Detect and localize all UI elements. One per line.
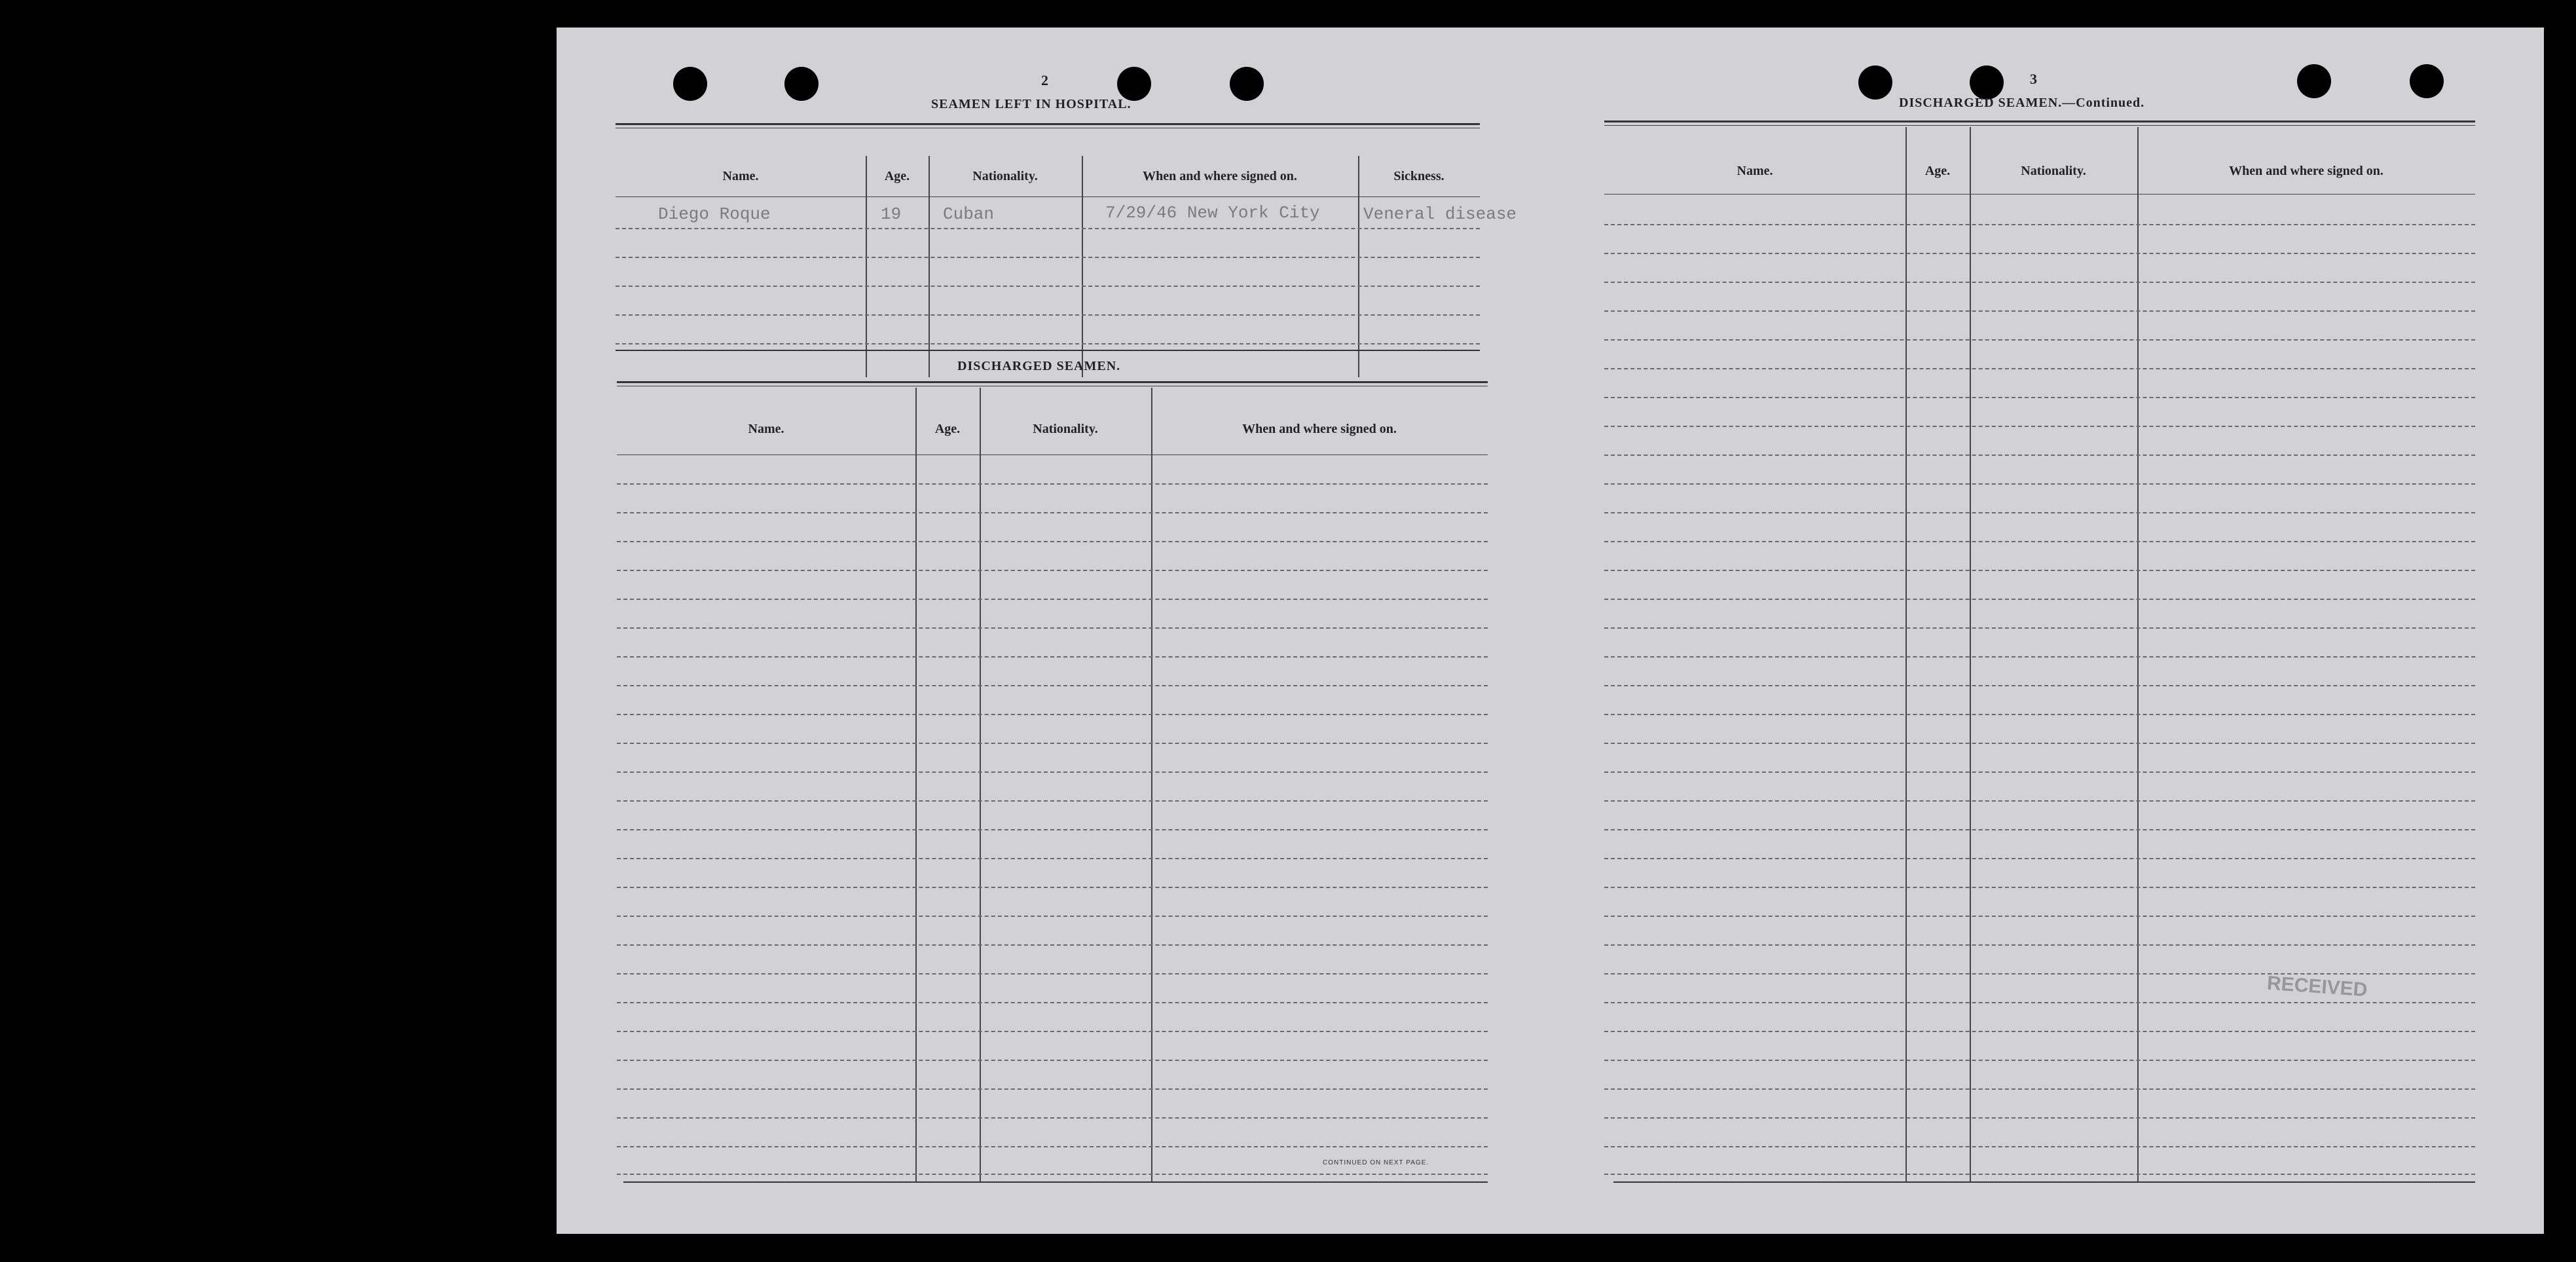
table-row xyxy=(1604,1117,2475,1119)
table-top-rule xyxy=(617,381,1488,383)
table-row xyxy=(1604,512,2475,513)
table-top-rule xyxy=(1604,121,2475,122)
discharged-title: DISCHARGED SEAMEN. xyxy=(957,359,1121,373)
table-row xyxy=(616,228,1480,229)
table-row xyxy=(1604,541,2475,542)
table-row xyxy=(1604,1146,2475,1147)
table-row xyxy=(1604,1088,2475,1090)
table-row xyxy=(617,1060,1488,1061)
table-bottom-rule xyxy=(623,1181,1488,1183)
col-header-nationality: Nationality. xyxy=(1033,422,1098,436)
table-row xyxy=(1604,887,2475,888)
hospital-entry-nationality: Cuban xyxy=(943,204,995,224)
table-row xyxy=(1604,944,2475,946)
table-row xyxy=(1604,627,2475,629)
document-sheet xyxy=(557,28,2544,1234)
table-row xyxy=(617,685,1488,686)
table-row xyxy=(1604,743,2475,744)
table-row xyxy=(1604,685,2475,686)
table-row xyxy=(1604,714,2475,715)
table-row xyxy=(1604,916,2475,917)
col-header-signed-on: When and where signed on. xyxy=(1242,422,1397,436)
table-row xyxy=(1604,455,2475,456)
table-row xyxy=(617,743,1488,744)
header-divider xyxy=(616,196,1480,197)
table-bottom-rule xyxy=(1613,1181,2475,1183)
table-row xyxy=(617,570,1488,571)
table-row xyxy=(617,483,1488,485)
table-row xyxy=(617,1174,1488,1175)
table-row xyxy=(616,257,1480,258)
table-row xyxy=(1604,1002,2475,1003)
table-row xyxy=(1604,829,2475,830)
table-row xyxy=(1604,224,2475,225)
punch-hole xyxy=(1230,67,1264,101)
received-stamp: RECEIVED xyxy=(2266,972,2368,1001)
col-header-sickness: Sickness. xyxy=(1393,169,1444,183)
col-header-signed-on: When and where signed on. xyxy=(1143,169,1297,183)
column-divider xyxy=(2137,127,2139,1183)
column-divider xyxy=(1151,388,1152,1183)
table-row xyxy=(617,1117,1488,1119)
discharged-table-right xyxy=(1604,121,2475,1183)
col-header-name: Name. xyxy=(1737,164,1773,178)
table-row xyxy=(617,829,1488,830)
column-divider xyxy=(980,388,981,1183)
table-row xyxy=(617,512,1488,513)
col-header-signed-on: When and where signed on. xyxy=(2229,164,2383,178)
table-row xyxy=(617,1031,1488,1032)
table-row xyxy=(617,656,1488,658)
discharged-continued-title: DISCHARGED SEAMEN.—Continued. xyxy=(1899,96,2145,110)
table-row xyxy=(1604,1031,2475,1032)
table-row xyxy=(1604,253,2475,254)
punch-hole xyxy=(2410,64,2444,98)
table-row xyxy=(1604,570,2475,571)
table-row xyxy=(1604,368,2475,369)
table-row xyxy=(617,1146,1488,1147)
punch-hole xyxy=(2297,64,2331,98)
col-header-name: Name. xyxy=(748,422,784,436)
table-row xyxy=(617,714,1488,715)
table-row xyxy=(1604,483,2475,485)
col-header-nationality: Nationality. xyxy=(972,169,1038,183)
continued-note: CONTINUED ON NEXT PAGE. xyxy=(1323,1159,1429,1166)
col-header-name: Name. xyxy=(722,169,759,183)
table-row xyxy=(1604,858,2475,859)
table-row xyxy=(617,1002,1488,1003)
table-row xyxy=(1604,599,2475,600)
punch-hole xyxy=(784,67,819,101)
hospital-table xyxy=(616,123,1517,377)
table-row xyxy=(616,314,1480,316)
table-row xyxy=(617,599,1488,600)
table-row xyxy=(1604,771,2475,773)
hospital-bottom-rule xyxy=(616,350,1480,351)
table-row xyxy=(617,944,1488,946)
col-header-age: Age. xyxy=(1924,164,1951,178)
table-row xyxy=(617,541,1488,542)
header-divider xyxy=(1604,194,2475,195)
table-row xyxy=(1604,397,2475,398)
table-row xyxy=(617,858,1488,859)
table-row xyxy=(617,800,1488,802)
table-row xyxy=(1604,973,2475,974)
punch-hole xyxy=(1858,65,1892,100)
table-row xyxy=(1604,282,2475,283)
table-row xyxy=(1604,1174,2475,1175)
col-header-age: Age. xyxy=(884,169,910,183)
hospital-entry-age: 19 xyxy=(881,204,902,224)
column-divider xyxy=(1970,127,1971,1183)
punch-hole xyxy=(1970,65,2004,100)
table-row xyxy=(617,627,1488,629)
table-row xyxy=(1604,339,2475,341)
table-row xyxy=(617,916,1488,917)
table-row xyxy=(616,343,1480,344)
hospital-title: SEAMEN LEFT IN HOSPITAL. xyxy=(931,97,1132,111)
hospital-entry-name: Diego Roque xyxy=(658,204,771,224)
table-row xyxy=(617,973,1488,974)
column-divider xyxy=(915,388,917,1183)
table-row xyxy=(617,1088,1488,1090)
hospital-entry-sickness: Veneral disease xyxy=(1363,204,1517,224)
discharged-table-left xyxy=(617,381,1488,1183)
col-header-age: Age. xyxy=(934,422,961,436)
column-divider xyxy=(1905,127,1907,1183)
table-row xyxy=(1604,656,2475,658)
punch-hole xyxy=(1117,67,1151,101)
table-row xyxy=(1604,426,2475,427)
table-top-rule xyxy=(616,123,1480,125)
table-row xyxy=(1604,1060,2475,1061)
col-header-nationality: Nationality. xyxy=(2021,164,2086,178)
table-row xyxy=(616,286,1480,287)
table-row xyxy=(617,771,1488,773)
page-number-right: 3 xyxy=(2030,71,2037,87)
page-number-left: 2 xyxy=(1041,72,1048,88)
table-row xyxy=(617,887,1488,888)
punch-hole xyxy=(673,67,707,101)
table-row xyxy=(1604,310,2475,312)
hospital-entry-signed-on: 7/29/46 New York City xyxy=(1105,203,1320,223)
table-row xyxy=(1604,800,2475,802)
